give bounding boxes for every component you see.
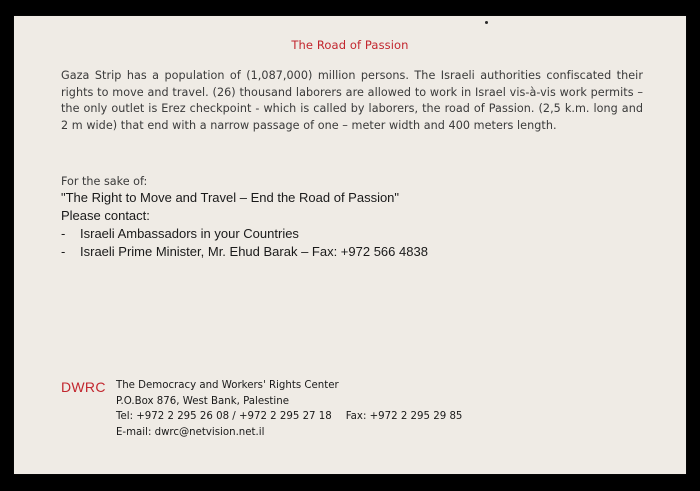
contact-item-ambassadors xyxy=(61,225,428,243)
postcard xyxy=(14,16,686,474)
fax-number: Fax: +972 2 295 29 85 xyxy=(345,411,463,422)
campaign-slogan: "The Right to Move and Travel – End the Road of Passion" xyxy=(61,190,400,205)
organization-address: P.O.Box 876, West Bank, Palestine xyxy=(116,395,289,407)
description-paragraph: Gaza Strip has a population of (1,087,000) million persons. The Israeli authorities confiscated their rights to move and travel. (26) thousand laborers are allowed to work in Israel vis-à-vis work permits – the only outlet is Erez checkpoint - which is called by laborers, the road of Passion. (2,5 k.m. long and 2 m wide) that end with a narrow passage of one – meter width and 400 meters length. xyxy=(61,69,643,132)
organization-details xyxy=(116,378,462,440)
card-title: The Road of Passion xyxy=(291,38,409,52)
contact-text: Israeli Prime Minister, Mr. Ehud Barak – Fax: +972 566 4838 xyxy=(80,243,428,259)
organization-acronym: DWRC xyxy=(61,379,106,395)
email-address: E-mail: dwrc@netvision.net.il xyxy=(116,426,265,438)
sake-label: For the sake of: xyxy=(61,175,148,188)
contact-label: Please contact: xyxy=(61,208,150,223)
list-dash: - xyxy=(61,243,66,259)
organization-name: The Democracy and Workers' Rights Center xyxy=(116,380,339,391)
list-dash: - xyxy=(61,226,66,241)
ink-speck xyxy=(485,21,488,24)
phone-fax-row xyxy=(116,409,462,425)
telephone-numbers: Tel: +972 2 295 26 08 / +972 2 295 27 18 xyxy=(116,411,332,422)
contact-list xyxy=(61,225,428,260)
contact-text: Israeli Ambassadors in your Countries xyxy=(80,226,299,241)
contact-item-prime-minister xyxy=(61,243,428,261)
